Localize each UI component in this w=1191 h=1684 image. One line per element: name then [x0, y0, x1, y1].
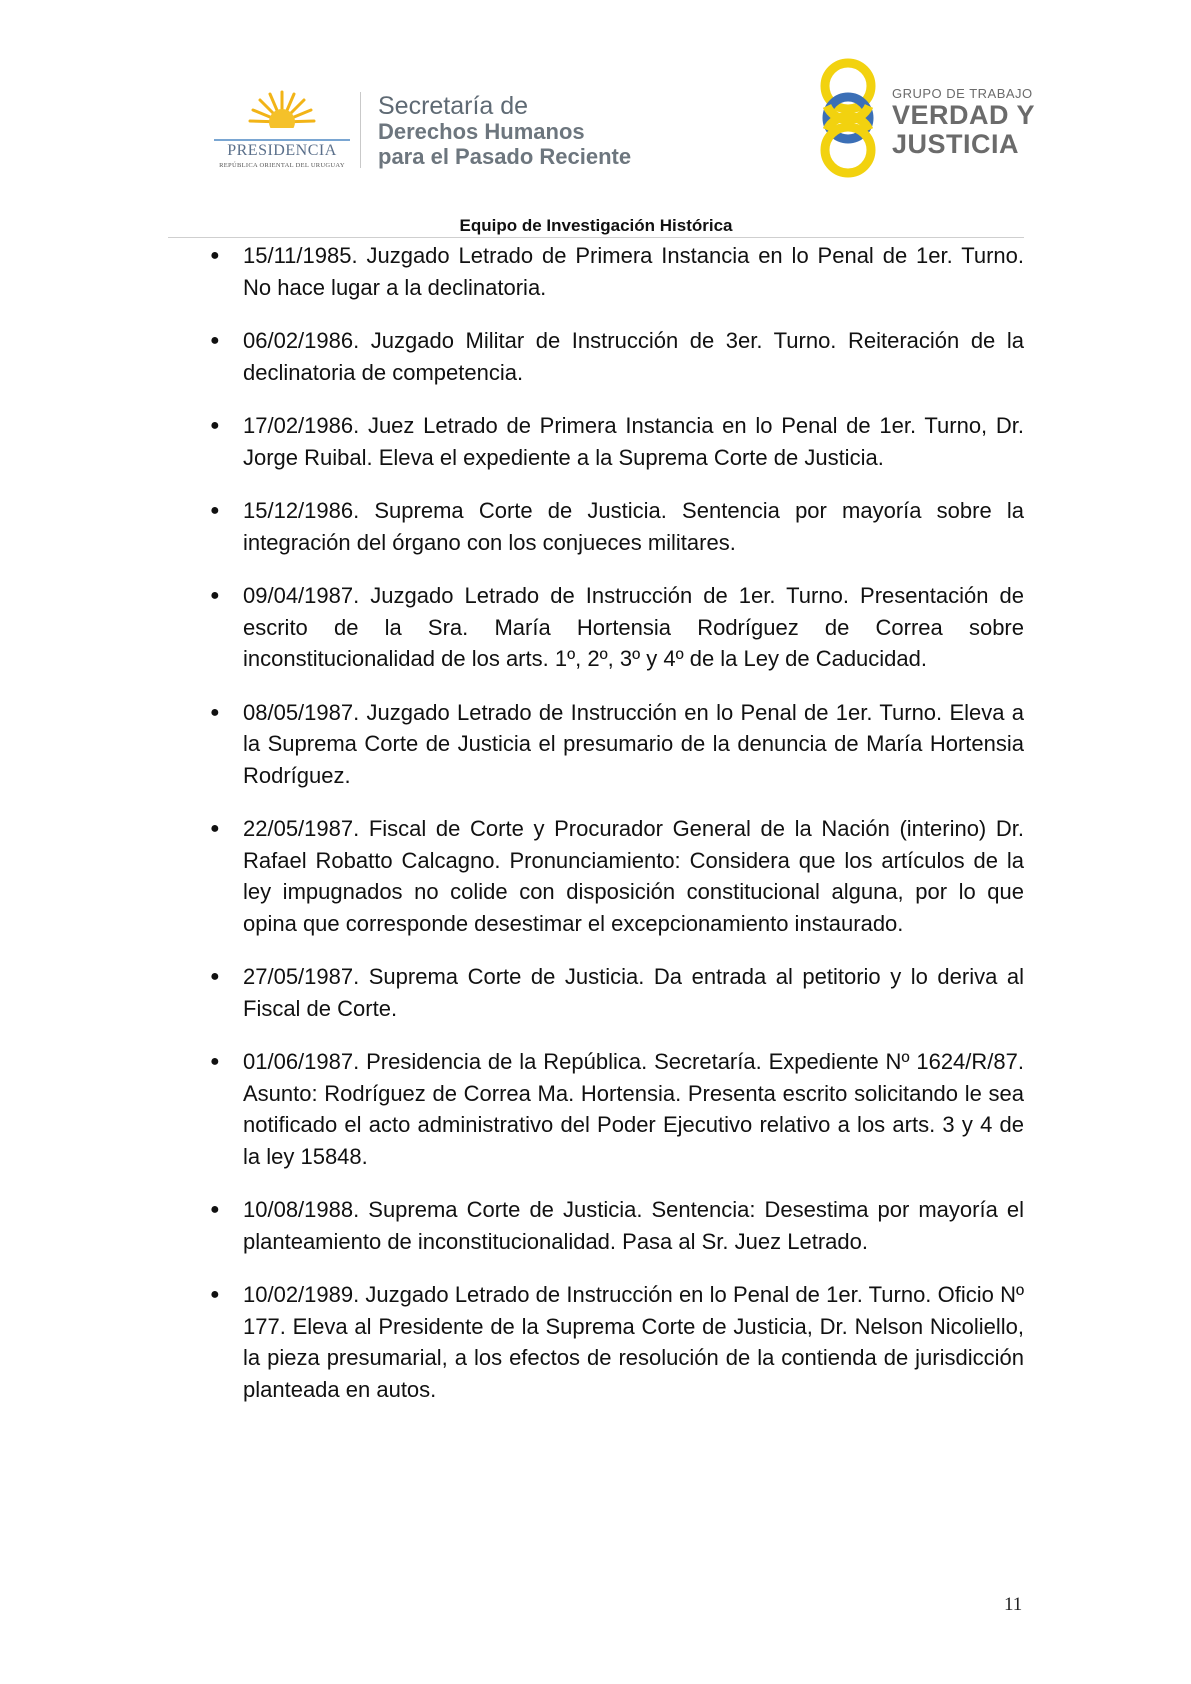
bullet-icon: ●	[210, 332, 220, 349]
grupo-trabajo-label: GRUPO DE TRABAJO	[892, 86, 1033, 101]
list-item	[206, 240, 1024, 303]
verdad-justicia-wordmark	[892, 86, 1035, 159]
list-item	[206, 1046, 1024, 1172]
secretaria-line-2: Derechos Humanos	[378, 119, 585, 144]
bullet-icon: ●	[210, 1286, 220, 1303]
presidencia-divider-line	[214, 139, 350, 141]
entry-text: 06/02/1986. Juzgado Militar de Instrucción de 3er. Turno. Reiteración de la declinatoria de competencia.	[243, 328, 1024, 385]
entry-text: 01/06/1987. Presidencia de la República. Secretaría. Expediente Nº 1624/R/87. Asunto: Rodríguez de Correa Ma. Hortensia. Presenta escrito solicitando le sea notificado el acto administrativo del Poder Ejecutivo relativo a los arts. 3 y 4 de la ley 15848.	[243, 1049, 1024, 1169]
list-item	[206, 1279, 1024, 1405]
secretaria-line-3: para el Pasado Reciente	[378, 144, 632, 169]
chronology-list	[206, 240, 1024, 1427]
presidencia-name: PRESIDENCIA	[227, 142, 337, 159]
section-title: Equipo de Investigación Histórica	[459, 216, 733, 235]
entry-text: 17/02/1986. Juez Letrado de Primera Instancia en lo Penal de 1er. Turno, Dr. Jorge Ruibal. Eleva el expediente a la Suprema Corte de Justicia.	[243, 413, 1024, 470]
bullet-icon: ●	[210, 247, 220, 264]
bullet-icon: ●	[210, 968, 220, 985]
list-item	[206, 813, 1024, 939]
entry-text: 10/02/1989. Juzgado Letrado de Instrucción en lo Penal de 1er. Turno. Oficio Nº 177. Eleva al Presidente de la Suprema Corte de Justicia, Dr. Nelson Nicoliello, la pieza presumarial, a los efectos de resolución de la contienda de jurisdicción planteada en autos.	[243, 1282, 1024, 1402]
entry-text: 10/08/1988. Suprema Corte de Justicia. Sentencia: Desestima por mayoría el planteamiento de inconstitucionalidad. Pasa al Sr. Juez Letrado.	[243, 1197, 1024, 1254]
presidencia-subtitle: REPÚBLICA ORIENTAL DEL URUGUAY	[219, 162, 345, 169]
entry-text: 09/04/1987. Juzgado Letrado de Instrucción de 1er. Turno. Presentación de escrito de la Sra. María Hortensia Rodríguez de Correa sobre inconstitucionalidad de los arts. 1º, 2º, 3º y 4º de la Ley de Caducidad.	[243, 583, 1024, 671]
list-item	[206, 1194, 1024, 1257]
presidencia-logo	[208, 88, 356, 178]
list-item	[206, 325, 1024, 388]
entry-text: 15/12/1986. Suprema Corte de Justicia. Sentencia por mayoría sobre la integración del órgano con los conjueces militares.	[243, 498, 1024, 555]
bullet-icon: ●	[210, 587, 220, 604]
header-rule	[168, 237, 1024, 238]
list-item	[206, 580, 1024, 675]
secretaria-line-1: Secretaría de	[378, 92, 529, 120]
entry-text: 15/11/1985. Juzgado Letrado de Primera Instancia en lo Penal de 1er. Turno. No hace lugar a la declinatoria.	[243, 243, 1024, 300]
verdad-label: VERDAD Y	[892, 100, 1036, 130]
list-item	[206, 697, 1024, 792]
entry-text: 08/05/1987. Juzgado Letrado de Instrucción en lo Penal de 1er. Turno. Eleva a la Suprema Corte de Justicia el presumario de la denuncia de María Hortensia Rodríguez.	[243, 699, 1024, 788]
bullet-icon: ●	[210, 417, 220, 434]
bullet-icon: ●	[210, 820, 220, 837]
page-header	[0, 0, 1191, 235]
verdad-justicia-rings-icon	[818, 56, 878, 180]
entry-text: 27/05/1987. Suprema Corte de Justicia. Da entrada al petitorio y lo deriva al Fiscal de Corte.	[243, 964, 1024, 1021]
page-number: 11	[1004, 1594, 1023, 1615]
list-item	[206, 961, 1024, 1024]
list-item	[206, 410, 1024, 473]
entry-text: 22/05/1987. Fiscal de Corte y Procurador General de la Nación (interino) Dr. Rafael Robatto Calcagno. Pronunciamiento: Considera que los artículos de la ley impugnados no colide con disposición constitucional alguna, por lo que opina que corresponde desestimar el excepcionamiento instaurado.	[243, 816, 1024, 936]
sun-emblem-icon	[248, 88, 316, 140]
secretaria-wordmark	[378, 94, 631, 169]
bullet-icon: ●	[210, 1201, 220, 1218]
bullet-icon: ●	[210, 502, 220, 519]
list-item	[206, 495, 1024, 558]
header-divider	[360, 92, 361, 168]
justicia-label: JUSTICIA	[892, 129, 1020, 159]
bullet-icon: ●	[210, 703, 220, 721]
bullet-icon: ●	[210, 1053, 220, 1070]
